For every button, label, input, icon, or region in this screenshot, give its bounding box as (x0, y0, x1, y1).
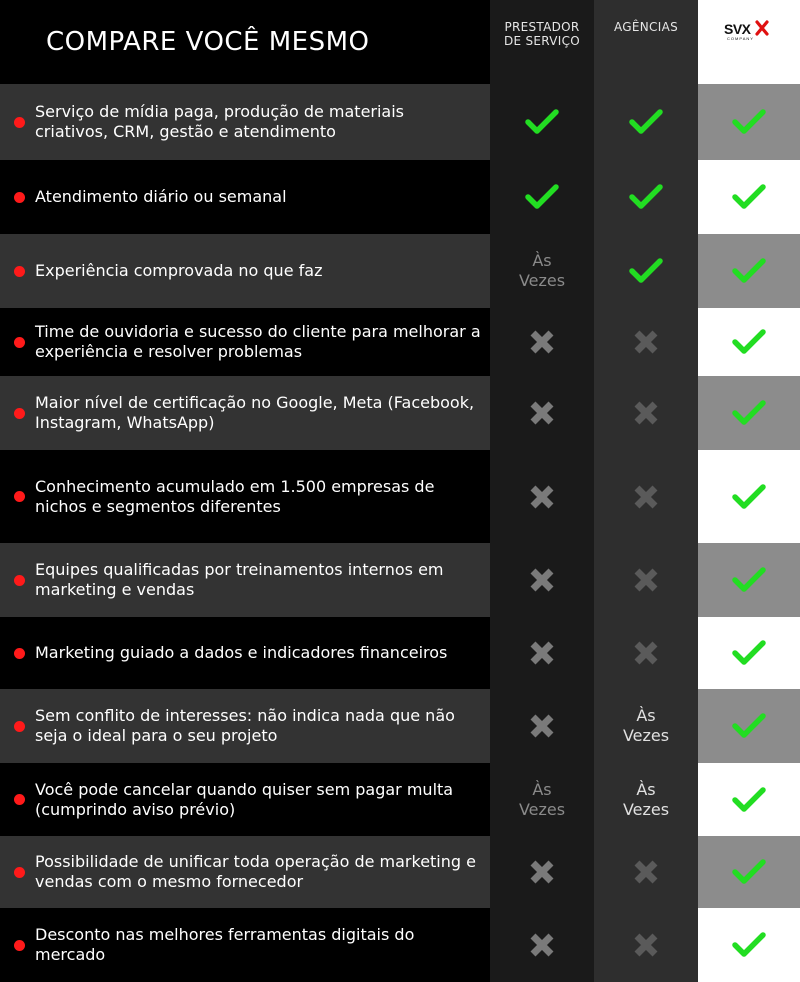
agencias-header-label: AGÊNCIAS (614, 20, 678, 34)
svx-cell (698, 160, 800, 234)
feature-cell (0, 160, 490, 234)
agencias-cell (594, 84, 698, 160)
prestador-header-label: PRESTADOR DE SERVIÇO (503, 20, 581, 48)
check-icon (628, 107, 664, 137)
agencias-cell (594, 689, 698, 763)
prestador-cell (490, 689, 594, 763)
table-row (0, 908, 800, 982)
prestador-cell (490, 84, 594, 160)
feature-label: Marketing guiado a dados e indicadores financeiros (35, 643, 448, 662)
cross-icon (529, 932, 555, 958)
cross-icon (529, 859, 555, 885)
check-icon (731, 857, 767, 887)
prestador-cell (490, 308, 594, 376)
table-row (0, 617, 800, 689)
table-row (0, 543, 800, 617)
prestador-cell (490, 836, 594, 908)
table-row (0, 308, 800, 376)
cross-icon (633, 859, 659, 885)
prestador-cell (490, 543, 594, 617)
prestador-cell (490, 160, 594, 234)
table-row (0, 689, 800, 763)
check-icon (731, 327, 767, 357)
feature-label: Experiência comprovada no que faz (35, 261, 323, 280)
feature-label: Desconto nas melhores ferramentas digitais do mercado (35, 925, 415, 964)
agencias-cell (594, 908, 698, 982)
cross-icon (633, 932, 659, 958)
check-icon (731, 930, 767, 960)
prestador-cell (490, 450, 594, 543)
feature-label: Possibilidade de unificar toda operação de marketing e vendas com o mesmo fornecedor (35, 852, 476, 891)
check-icon (731, 785, 767, 815)
cross-icon (529, 400, 555, 426)
agencias-cell (594, 836, 698, 908)
check-icon (628, 256, 664, 286)
bullet-icon (14, 337, 25, 348)
svx-cell (698, 543, 800, 617)
table-row (0, 376, 800, 450)
agencias-cell (594, 308, 698, 376)
check-icon (731, 107, 767, 137)
feature-cell (0, 836, 490, 908)
agencias-cell (594, 450, 698, 543)
feature-cell (0, 617, 490, 689)
check-icon (731, 638, 767, 668)
agencias-cell (594, 160, 698, 234)
svx-cell (698, 376, 800, 450)
svx-cell (698, 617, 800, 689)
prestador-cell (490, 763, 594, 836)
svx-cell (698, 763, 800, 836)
table-row (0, 84, 800, 160)
check-icon (731, 482, 767, 512)
feature-label: Equipes qualificadas por treinamentos internos em marketing e vendas (35, 560, 444, 599)
prestador-cell (490, 234, 594, 308)
svx-cell (698, 908, 800, 982)
table-row (0, 763, 800, 836)
cross-icon (633, 484, 659, 510)
cross-icon (529, 567, 555, 593)
prestador-cell (490, 908, 594, 982)
svx-cell (698, 450, 800, 543)
bullet-icon (14, 117, 25, 128)
feature-cell (0, 450, 490, 543)
svx-cell (698, 234, 800, 308)
check-icon (731, 182, 767, 212)
svx-logo (723, 0, 775, 46)
feature-cell (0, 763, 490, 836)
sometimes-label: Às Vezes (518, 779, 566, 819)
bullet-icon (14, 575, 25, 586)
feature-cell (0, 376, 490, 450)
sometimes-label: Às Vezes (622, 706, 670, 745)
prestador-cell (490, 376, 594, 450)
bullet-icon (14, 648, 25, 659)
svg-text:SVX: SVX (724, 21, 751, 37)
table-row (0, 450, 800, 543)
feature-label: Sem conflito de interesses: não indica nada que não seja o ideal para o seu projeto (35, 706, 455, 745)
sometimes-label: Às Vezes (622, 779, 670, 819)
feature-label: Serviço de mídia paga, produção de materiais criativos, CRM, gestão e atendimento (35, 102, 405, 141)
feature-label: Time de ouvidoria e sucesso do cliente para melhorar a experiência e resolver problemas (35, 322, 481, 361)
bullet-icon (14, 940, 25, 951)
svx-cell (698, 836, 800, 908)
sometimes-label: Às Vezes (518, 251, 566, 290)
bullet-icon (14, 794, 25, 805)
check-icon (731, 711, 767, 741)
feature-label: Maior nível de certificação no Google, Meta (Facebook, Instagram, WhatsApp) (35, 393, 475, 432)
agencias-cell (594, 617, 698, 689)
feature-cell (0, 234, 490, 308)
bullet-icon (14, 408, 25, 419)
svg-text:COMPANY: COMPANY (727, 36, 754, 41)
cross-icon (529, 713, 555, 739)
agencias-cell (594, 234, 698, 308)
cross-icon (529, 329, 555, 355)
feature-cell (0, 689, 490, 763)
table-row (0, 234, 800, 308)
check-icon (731, 398, 767, 428)
feature-cell (0, 908, 490, 982)
feature-cell (0, 543, 490, 617)
feature-label: Você pode cancelar quando quiser sem pagar multa (cumprindo aviso prévio) (35, 779, 454, 819)
bullet-icon (14, 867, 25, 878)
cross-icon (529, 640, 555, 666)
agencias-header (594, 0, 698, 84)
agencias-cell (594, 376, 698, 450)
check-icon (628, 182, 664, 212)
check-icon (731, 565, 767, 595)
table-row (0, 836, 800, 908)
feature-label: Conhecimento acumulado em 1.500 empresas de nichos e segmentos diferentes (35, 476, 435, 516)
svx-header (698, 0, 800, 84)
page-title: COMPARE VOCÊ MESMO (0, 0, 490, 84)
cross-icon (529, 484, 555, 510)
feature-label: Atendimento diário ou semanal (35, 187, 287, 206)
cross-icon (633, 567, 659, 593)
bullet-icon (14, 491, 25, 502)
svx-cell (698, 689, 800, 763)
cross-icon (633, 329, 659, 355)
svx-cell (698, 308, 800, 376)
bullet-icon (14, 721, 25, 732)
check-icon (731, 256, 767, 286)
cross-icon (633, 640, 659, 666)
agencias-cell (594, 543, 698, 617)
feature-cell (0, 84, 490, 160)
cross-icon (633, 400, 659, 426)
prestador-header (490, 0, 594, 84)
bullet-icon (14, 266, 25, 277)
check-icon (524, 182, 560, 212)
svx-cell (698, 84, 800, 160)
agencias-cell (594, 763, 698, 836)
check-icon (524, 107, 560, 137)
prestador-cell (490, 617, 594, 689)
table-row (0, 160, 800, 234)
feature-cell (0, 308, 490, 376)
bullet-icon (14, 192, 25, 203)
